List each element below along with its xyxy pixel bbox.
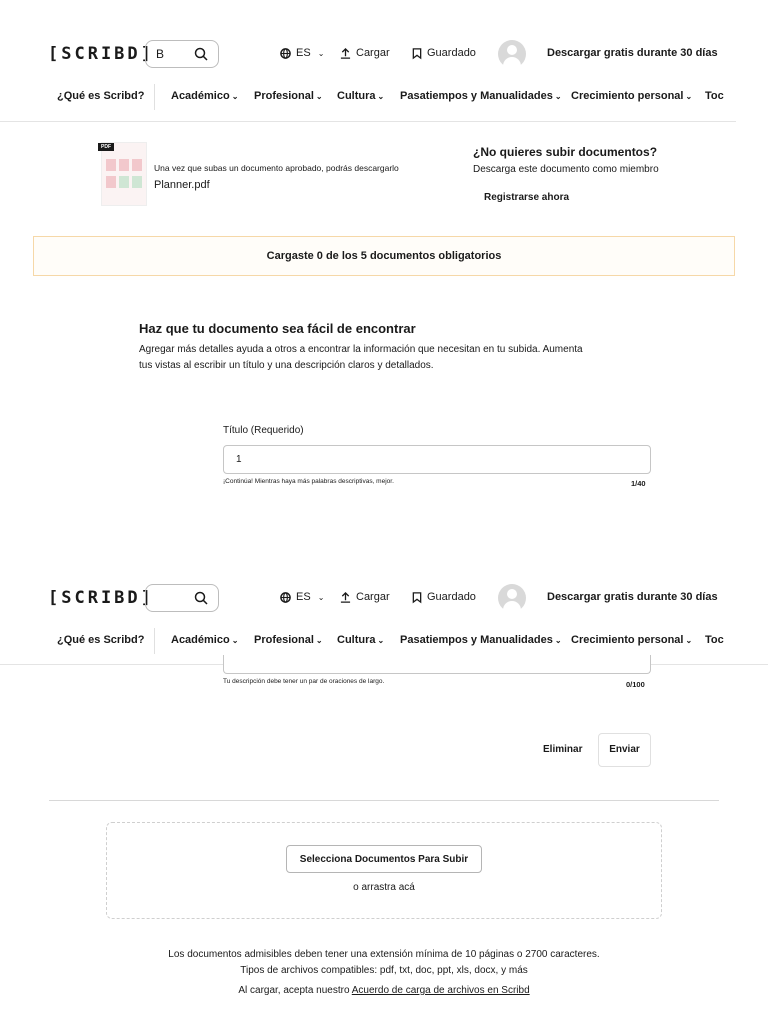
nav-more[interactable]: Toc [705, 90, 724, 102]
category-nav [0, 90, 768, 108]
footer-requirements: Los documentos admisibles deben tener una extensión mínima de 10 páginas o 2700 caracteres. [168, 949, 600, 960]
section-divider [49, 800, 719, 801]
search-input[interactable]: B [156, 47, 165, 61]
saved-label: Guardado [427, 591, 476, 603]
pdf-badge: PDF [98, 143, 114, 151]
member-title: ¿No quieres subir documentos? [473, 145, 658, 159]
language-selector[interactable] [280, 47, 324, 59]
saved-label: Guardado [427, 47, 476, 59]
search-icon[interactable] [194, 591, 208, 605]
details-text-line1: Agregar más detalles ayuda a otros a encontrar la información que necesitan en tu subida. Aumenta [139, 344, 583, 355]
select-documents-button[interactable]: Selecciona Documentos Para Subir [286, 845, 482, 873]
upload-icon [340, 48, 351, 59]
header-divider [0, 121, 736, 122]
nav-professional[interactable]: Profesional ⌄ [254, 634, 323, 646]
avatar[interactable] [498, 584, 526, 612]
category-nav [0, 634, 768, 652]
scribd-logo[interactable]: [SCRIBD] [48, 44, 154, 64]
upload-label: Cargar [356, 591, 390, 603]
search-icon[interactable] [194, 47, 208, 61]
description-hint: Tu descripción debe tener un par de oraciones de largo. [223, 678, 385, 685]
footer-agreement-prefix: Al cargar, acepta nuestro [238, 985, 350, 996]
language-label: ES [296, 47, 311, 59]
nav-personal-growth[interactable]: Crecimiento personal ⌄ [571, 90, 693, 102]
nav-academic[interactable]: Académico ⌄ [171, 634, 239, 646]
bookmark-icon [412, 592, 422, 603]
delete-button[interactable]: Eliminar [543, 744, 583, 755]
file-name: Planner.pdf [154, 179, 210, 191]
upload-agreement-link[interactable]: Acuerdo de carga de archivos en Scribd [351, 985, 530, 996]
description-input[interactable] [223, 655, 651, 674]
details-text-line2: tus vistas al escribir un título y una descripción claros y detallados. [139, 360, 434, 371]
saved-link[interactable] [412, 47, 476, 59]
upload-label: Cargar [356, 47, 390, 59]
title-input[interactable] [223, 445, 651, 474]
search-box[interactable] [145, 584, 219, 612]
saved-link[interactable] [412, 591, 476, 603]
nav-academic[interactable]: Académico ⌄ [171, 90, 239, 102]
free-trial-link[interactable]: Descargar gratis durante 30 días [547, 47, 718, 59]
nav-what-is-scribd[interactable]: ¿Qué es Scribd? [57, 634, 145, 646]
drag-hint: o arrastra acá [353, 882, 415, 893]
description-counter: 0/100 [626, 680, 645, 689]
upload-icon [340, 592, 351, 603]
bookmark-icon [412, 48, 422, 59]
title-counter: 1/40 [631, 479, 646, 488]
nav-hobbies[interactable]: Pasatiempos y Manualidades ⌄ [400, 634, 562, 646]
upload-notice: Una vez que subas un documento aprobado, podrás descargarlo [154, 163, 399, 173]
title-input-value: 1 [236, 454, 242, 465]
register-button[interactable]: Registrarse ahora [484, 192, 570, 203]
footer-file-types: Tipos de archivos compatibles: pdf, txt, doc, ppt, xls, docx, y más [240, 965, 528, 976]
progress-banner [33, 236, 735, 276]
nav-culture[interactable]: Cultura ⌄ [337, 634, 385, 646]
site-header [0, 0, 768, 122]
nav-personal-growth[interactable]: Crecimiento personal ⌄ [571, 634, 693, 646]
title-hint: ¡Continúa! Mientras haya más palabras descriptivas, mejor. [223, 478, 394, 485]
language-selector[interactable] [280, 591, 324, 603]
details-title: Haz que tu documento sea fácil de encontrar [139, 321, 416, 336]
upload-link[interactable] [340, 47, 390, 59]
nav-hobbies[interactable]: Pasatiempos y Manualidades ⌄ [400, 90, 562, 102]
footer-agreement [0, 985, 768, 996]
search-box[interactable] [145, 40, 219, 68]
free-trial-link[interactable]: Descargar gratis durante 30 días [547, 591, 718, 603]
nav-culture[interactable]: Cultura ⌄ [337, 90, 385, 102]
globe-icon [280, 592, 291, 603]
site-header-sticky [0, 544, 768, 665]
progress-banner-text: Cargaste 0 de los 5 documentos obligatorios [266, 250, 502, 262]
nav-professional[interactable]: Profesional ⌄ [254, 90, 323, 102]
language-label: ES [296, 591, 311, 603]
nav-what-is-scribd[interactable]: ¿Qué es Scribd? [57, 90, 145, 102]
chevron-down-icon: ⌄ [317, 48, 325, 58]
globe-icon [280, 48, 291, 59]
avatar[interactable] [498, 40, 526, 68]
title-field-label: Título (Requerido) [223, 425, 304, 436]
chevron-down-icon: ⌄ [317, 592, 325, 602]
upload-link[interactable] [340, 591, 390, 603]
submit-button[interactable]: Enviar [598, 733, 651, 767]
nav-more[interactable]: Toc [705, 634, 724, 646]
member-text: Descarga este documento como miembro [473, 164, 659, 175]
document-thumbnail [101, 142, 147, 206]
scribd-logo[interactable]: [SCRIBD] [48, 588, 154, 608]
